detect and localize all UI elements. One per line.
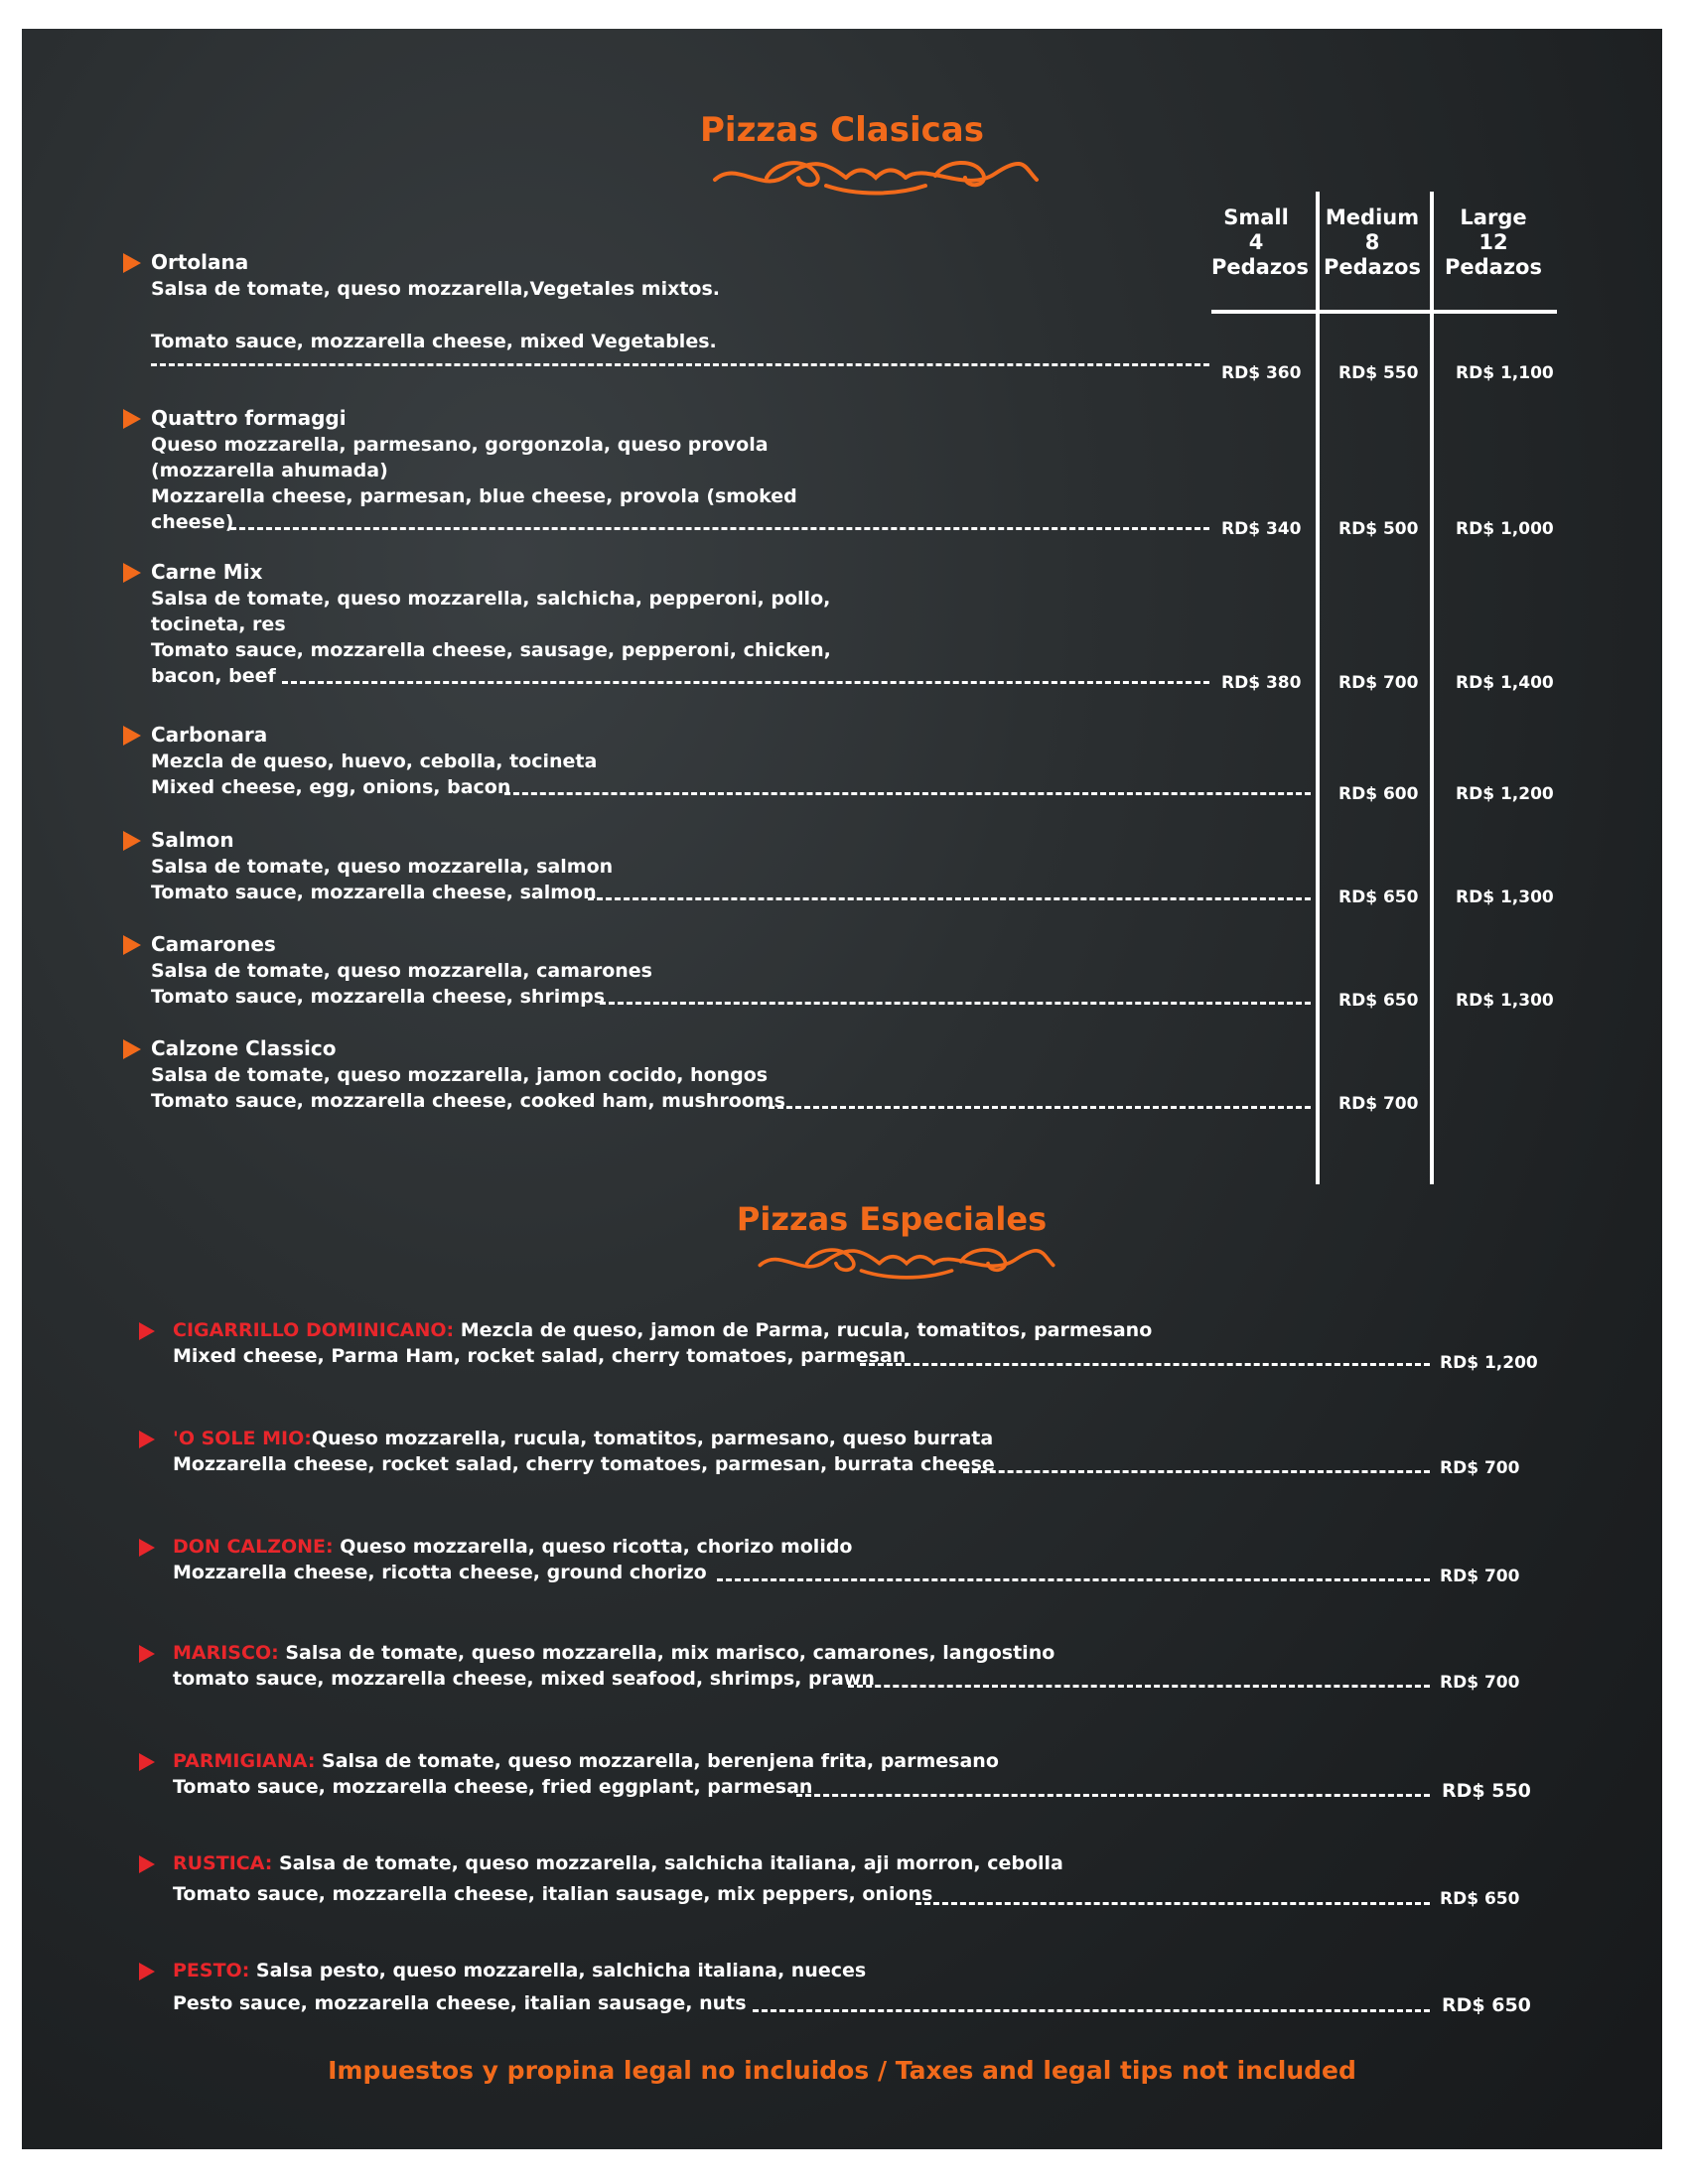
menu-board bbox=[22, 29, 1662, 2149]
leader-dots bbox=[796, 1794, 1430, 1797]
classic-item-name: Ortolana bbox=[151, 250, 249, 274]
leader-dots bbox=[504, 792, 1311, 795]
special-price: RD$ 700 bbox=[1440, 1458, 1520, 1478]
special-item-desc-es: Salsa de tomate, queso mozzarella, berenjena frita, parmesano bbox=[315, 1750, 999, 1772]
special-item-line-es bbox=[173, 1317, 1152, 1343]
leader-dots bbox=[860, 1363, 1430, 1366]
classic-item-desc-es: Salsa de tomate, queso mozzarella, jamon cocido, hongos bbox=[151, 1064, 769, 1086]
special-item-line-es bbox=[173, 1534, 852, 1560]
special-item-name: 'O SOLE MIO: bbox=[173, 1428, 312, 1449]
classic-item-desc-es: Salsa de tomate, queso mozzarella, camarones bbox=[151, 960, 652, 982]
leader-dots bbox=[588, 897, 1311, 900]
col-small-label: Small bbox=[1223, 205, 1289, 229]
special-item-desc-es: Queso mozzarella, rucula, tomatitos, parmesano, queso burrata bbox=[311, 1428, 994, 1449]
column-divider-2 bbox=[1430, 192, 1434, 1184]
item-arrow-icon bbox=[123, 409, 141, 429]
classic-item-name: Salmon bbox=[151, 828, 234, 852]
special-flourish-ornament bbox=[753, 1238, 1060, 1282]
classic-item-desc-en: Tomato sauce, mozzarella cheese, cooked ham, mushrooms bbox=[151, 1090, 785, 1112]
special-item-desc-en: Tomato sauce, mozzarella cheese, italian sausage, mix peppers, onions bbox=[173, 1883, 933, 1905]
special-item-desc-es: Mezcla de queso, jamon de Parma, rucula, tomatitos, parmesano bbox=[454, 1319, 1153, 1341]
leader-dots bbox=[151, 363, 1209, 366]
col-large-label: Large bbox=[1460, 205, 1527, 229]
classic-item-desc-es: tocineta, res bbox=[151, 614, 286, 635]
price-large: RD$ 1,100 bbox=[1456, 363, 1554, 383]
item-arrow-icon bbox=[139, 1855, 155, 1873]
col-header-small bbox=[1211, 205, 1309, 280]
item-arrow-icon bbox=[123, 935, 141, 955]
special-title: Pizzas Especiales bbox=[736, 1200, 1048, 1238]
col-small-pieces: 4 bbox=[1248, 230, 1264, 254]
price-large: RD$ 1,300 bbox=[1456, 991, 1554, 1011]
leader-dots bbox=[717, 1578, 1430, 1581]
classic-item-desc-es: Queso mozzarella, parmesano, gorgonzola, queso provola bbox=[151, 434, 769, 456]
leader-dots bbox=[600, 1002, 1311, 1005]
special-item-name: CIGARRILLO DOMINICANO: bbox=[173, 1319, 455, 1341]
price-medium: RD$ 600 bbox=[1338, 784, 1419, 804]
special-item-line-es bbox=[173, 1850, 1063, 1876]
special-item-name: RUSTICA: bbox=[173, 1852, 273, 1874]
special-price: RD$ 700 bbox=[1440, 1567, 1520, 1586]
classic-title: Pizzas Clasicas bbox=[700, 110, 984, 150]
price-large: RD$ 1,200 bbox=[1456, 784, 1554, 804]
leader-dots bbox=[963, 1470, 1430, 1473]
price-small: RD$ 380 bbox=[1221, 673, 1302, 693]
col-medium-pieces: 8 bbox=[1364, 230, 1380, 254]
special-item-desc-es: Queso mozzarella, queso ricotta, chorizo molido bbox=[333, 1536, 853, 1558]
leader-dots bbox=[282, 681, 1209, 684]
classic-item-name: Quattro formaggi bbox=[151, 406, 347, 430]
item-arrow-icon bbox=[139, 1322, 155, 1340]
classic-item-name: Camarones bbox=[151, 932, 276, 956]
column-divider-1 bbox=[1316, 192, 1320, 1184]
classic-item-desc-es: (mozzarella ahumada) bbox=[151, 460, 388, 481]
leader-dots bbox=[848, 1685, 1430, 1688]
special-price: RD$ 650 bbox=[1442, 1994, 1531, 2016]
tax-notice-footer: Impuestos y propina legal no incluidos / Taxes and legal tips not included bbox=[328, 2056, 1356, 2085]
special-item-desc-es: Salsa pesto, queso mozzarella, salchicha italiana, nueces bbox=[249, 1960, 867, 1981]
classic-item-desc-en: bacon, beef bbox=[151, 665, 276, 687]
special-item-name: PARMIGIANA: bbox=[173, 1750, 316, 1772]
price-small: RD$ 360 bbox=[1221, 363, 1302, 383]
price-medium: RD$ 650 bbox=[1338, 887, 1419, 907]
special-item-desc-en: Mixed cheese, Parma Ham, rocket salad, cherry tomatoes, parmesan bbox=[173, 1345, 907, 1367]
classic-item-name: Carbonara bbox=[151, 723, 268, 747]
item-arrow-icon bbox=[139, 1539, 155, 1557]
item-arrow-icon bbox=[139, 1753, 155, 1771]
price-medium: RD$ 650 bbox=[1338, 991, 1419, 1011]
leader-dots bbox=[769, 1106, 1311, 1109]
price-large: RD$ 1,300 bbox=[1456, 887, 1554, 907]
price-medium: RD$ 700 bbox=[1338, 1094, 1419, 1114]
special-item-line-es bbox=[173, 1426, 993, 1451]
item-arrow-icon bbox=[123, 726, 141, 746]
col-medium-unit: Pedazos bbox=[1324, 255, 1421, 279]
price-medium: RD$ 700 bbox=[1338, 673, 1419, 693]
classic-item-desc-es: Salsa de tomate, queso mozzarella, salchicha, pepperoni, pollo, bbox=[151, 588, 831, 610]
special-item-line-es bbox=[173, 1748, 999, 1774]
special-item-line-es bbox=[173, 1958, 866, 1983]
col-medium-label: Medium bbox=[1325, 205, 1420, 229]
special-item-desc-es: Salsa de tomate, queso mozzarella, salchicha italiana, aji morron, cebolla bbox=[272, 1852, 1063, 1874]
special-item-line-es bbox=[173, 1640, 1055, 1666]
col-large-pieces: 12 bbox=[1478, 230, 1508, 254]
classic-item-desc-en: Tomato sauce, mozzarella cheese, shrimps bbox=[151, 986, 606, 1008]
item-arrow-icon bbox=[139, 1963, 155, 1980]
header-underline bbox=[1211, 310, 1557, 314]
classic-item-desc-en: cheese) bbox=[151, 511, 234, 533]
classic-item-desc-es: Mezcla de queso, huevo, cebolla, tocineta bbox=[151, 751, 598, 772]
price-medium: RD$ 500 bbox=[1338, 519, 1419, 539]
leader-dots bbox=[230, 527, 1209, 530]
special-price: RD$ 550 bbox=[1442, 1780, 1531, 1802]
classic-flourish-ornament bbox=[707, 150, 1045, 198]
col-header-large bbox=[1444, 205, 1543, 280]
special-price: RD$ 650 bbox=[1440, 1889, 1520, 1909]
price-small: RD$ 340 bbox=[1221, 519, 1302, 539]
special-item-desc-es: Salsa de tomate, queso mozzarella, mix marisco, camarones, langostino bbox=[278, 1642, 1055, 1664]
special-item-name: PESTO: bbox=[173, 1960, 250, 1981]
col-small-unit: Pedazos bbox=[1211, 255, 1309, 279]
col-large-unit: Pedazos bbox=[1445, 255, 1542, 279]
classic-item-desc-es: Salsa de tomate, queso mozzarella,Vegetales mixtos. bbox=[151, 278, 721, 300]
classic-item-desc-es: Salsa de tomate, queso mozzarella, salmon bbox=[151, 856, 614, 878]
classic-item-desc-en: Mixed cheese, egg, onions, bacon bbox=[151, 776, 511, 798]
special-item-name: MARISCO: bbox=[173, 1642, 279, 1664]
price-large: RD$ 1,400 bbox=[1456, 673, 1554, 693]
price-large: RD$ 1,000 bbox=[1456, 519, 1554, 539]
classic-item-desc-en: Tomato sauce, mozzarella cheese, salmon bbox=[151, 882, 597, 903]
special-item-desc-en: Mozzarella cheese, ricotta cheese, ground chorizo bbox=[173, 1562, 707, 1583]
special-item-name: DON CALZONE: bbox=[173, 1536, 334, 1558]
item-arrow-icon bbox=[123, 831, 141, 851]
special-item-desc-en: Pesto sauce, mozzarella cheese, italian sausage, nuts bbox=[173, 1992, 747, 2014]
item-arrow-icon bbox=[123, 1039, 141, 1059]
classic-item-name: Carne Mix bbox=[151, 560, 263, 584]
classic-item-desc-en: Mozzarella cheese, parmesan, blue cheese, provola (smoked bbox=[151, 485, 797, 507]
item-arrow-icon bbox=[123, 563, 141, 583]
leader-dots bbox=[753, 2009, 1430, 2012]
price-medium: RD$ 550 bbox=[1338, 363, 1419, 383]
leader-dots bbox=[915, 1902, 1430, 1905]
col-header-medium bbox=[1323, 205, 1422, 280]
special-item-desc-en: Tomato sauce, mozzarella cheese, fried eggplant, parmesan bbox=[173, 1776, 813, 1798]
special-price: RD$ 1,200 bbox=[1440, 1353, 1538, 1373]
item-arrow-icon bbox=[139, 1645, 155, 1663]
classic-item-desc-en: Tomato sauce, mozzarella cheese, sausage, pepperoni, chicken, bbox=[151, 639, 831, 661]
item-arrow-icon bbox=[139, 1431, 155, 1448]
classic-item-desc-en: Tomato sauce, mozzarella cheese, mixed Vegetables. bbox=[151, 331, 717, 352]
classic-item-name: Calzone Classico bbox=[151, 1036, 337, 1060]
special-price: RD$ 700 bbox=[1440, 1673, 1520, 1693]
item-arrow-icon bbox=[123, 253, 141, 273]
special-item-desc-en: Mozzarella cheese, rocket salad, cherry tomatoes, parmesan, burrata cheese bbox=[173, 1453, 995, 1475]
special-item-desc-en: tomato sauce, mozzarella cheese, mixed seafood, shrimps, prawn bbox=[173, 1668, 875, 1690]
